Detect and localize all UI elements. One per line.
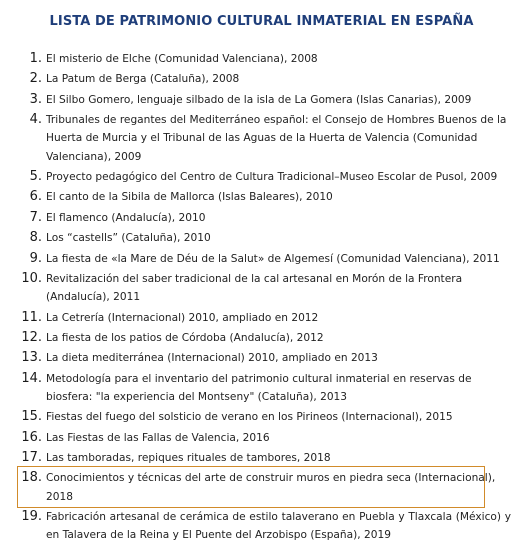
list-item-text: El flamenco (Andalucía), 2010 — [46, 211, 206, 224]
list-item — [0, 449, 523, 467]
list-item-number: 18. — [21, 470, 42, 486]
page-title: LISTA DE PATRIMONIO CULTURAL INMATERIAL EN ESPAÑA — [49, 14, 474, 29]
list-item-text: Fabricación artesanal de cerámica de estilo talaverano en Puebla y Tlaxcala (México) y en Talavera de la Reina y El Puente del Arzobispo (España), 2019 — [46, 511, 511, 542]
list-item-number: 12. — [21, 329, 42, 345]
list-item-number: 5. — [29, 168, 42, 184]
list-item — [0, 429, 523, 447]
list-item-text: El Silbo Gomero, lenguaje silbado de la isla de La Gomera (Islas Canarias), 2009 — [46, 93, 472, 106]
list-item-highlighted — [0, 469, 523, 505]
list-item — [0, 50, 523, 68]
list-item — [0, 250, 523, 268]
list-item-text: La fiesta de «la Mare de Déu de la Salut» de Algemesí (Comunidad Valenciana), 2011 — [46, 252, 500, 265]
list-item-number: 1. — [29, 51, 42, 66]
list-item-text: El canto de la Sibila de Mallorca (Islas Baleares), 2010 — [46, 191, 333, 204]
list-item — [0, 508, 523, 544]
list-item — [0, 91, 523, 109]
list-item-number: 15. — [21, 409, 42, 425]
list-item-text: La dieta mediterránea (Internacional) 2010, ampliado en 2013 — [46, 352, 378, 365]
list-item-text: Conocimientos y técnicas del arte de construir muros en piedra seca (Internacional), 2018 — [46, 472, 496, 503]
list-item-number: 2. — [29, 71, 42, 87]
list-item — [0, 408, 523, 426]
list-item — [0, 229, 523, 247]
list-item-number: 6. — [29, 189, 42, 205]
list-item-number: 9. — [29, 250, 42, 266]
list-item-number: 10. — [21, 270, 42, 286]
list-item-number: 13. — [21, 350, 42, 366]
list-item-text: Proyecto pedagógico del Centro de Cultura Tradicional–Museo Escolar de Pusol, 2009 — [46, 170, 498, 183]
list-item — [0, 168, 523, 186]
list-item — [0, 329, 523, 347]
list-item — [0, 270, 523, 306]
list-item-text: La Cetrería (Internacional) 2010, ampliado en 2012 — [46, 311, 319, 324]
list-item-number: 4. — [29, 112, 42, 128]
list-item-text: Metodología para el inventario del patrimonio cultural inmaterial en reservas de biosfera: "la experiencia del Montseny" (Cataluña), 2013 — [46, 372, 472, 403]
list-item-text: Las tamboradas, repiques rituales de tambores, 2018 — [46, 452, 331, 465]
list-item-number: 3. — [29, 91, 42, 107]
list-item — [0, 370, 523, 406]
list-item — [0, 209, 523, 227]
list-item-number: 16. — [21, 429, 42, 445]
list-item-text: Revitalización del saber tradicional de la cal artesanal en Morón de la Frontera (Andalucía), 2011 — [46, 272, 463, 304]
list-item — [0, 188, 523, 206]
list-item-number: 14. — [21, 370, 42, 386]
list-item-number: 19. — [21, 509, 42, 525]
list-item — [0, 70, 523, 88]
list-item — [0, 111, 523, 166]
list-item-text: El misterio de Elche (Comunidad Valenciana), 2008 — [46, 53, 318, 65]
list-item-text: Tribunales de regantes del Mediterráneo español: el Consejo de Hombres Buenos de la Huerta de Murcia y el Tribunal de las Aguas de la Huerta de Valencia (Comunidad Valenciana), 2009 — [46, 114, 507, 163]
list-item-number: 8. — [29, 230, 42, 246]
list-item-number: 11. — [21, 309, 42, 325]
list-item-text: La Patum de Berga (Cataluña), 2008 — [46, 73, 240, 86]
list-item-text: Los “castells” (Cataluña), 2010 — [46, 232, 211, 245]
list-item-number: 7. — [29, 209, 42, 225]
list-item — [0, 349, 523, 367]
list-item-text: La fiesta de los patios de Córdoba (Andalucía), 2012 — [46, 331, 324, 344]
list-item-text: Las Fiestas de las Fallas de Valencia, 2016 — [46, 431, 270, 444]
list-item — [0, 309, 523, 327]
heritage-list — [0, 50, 523, 547]
list-item-text: Fiestas del fuego del solsticio de verano en los Pirineos (Internacional), 2015 — [46, 411, 453, 424]
list-item-number: 17. — [21, 450, 42, 466]
